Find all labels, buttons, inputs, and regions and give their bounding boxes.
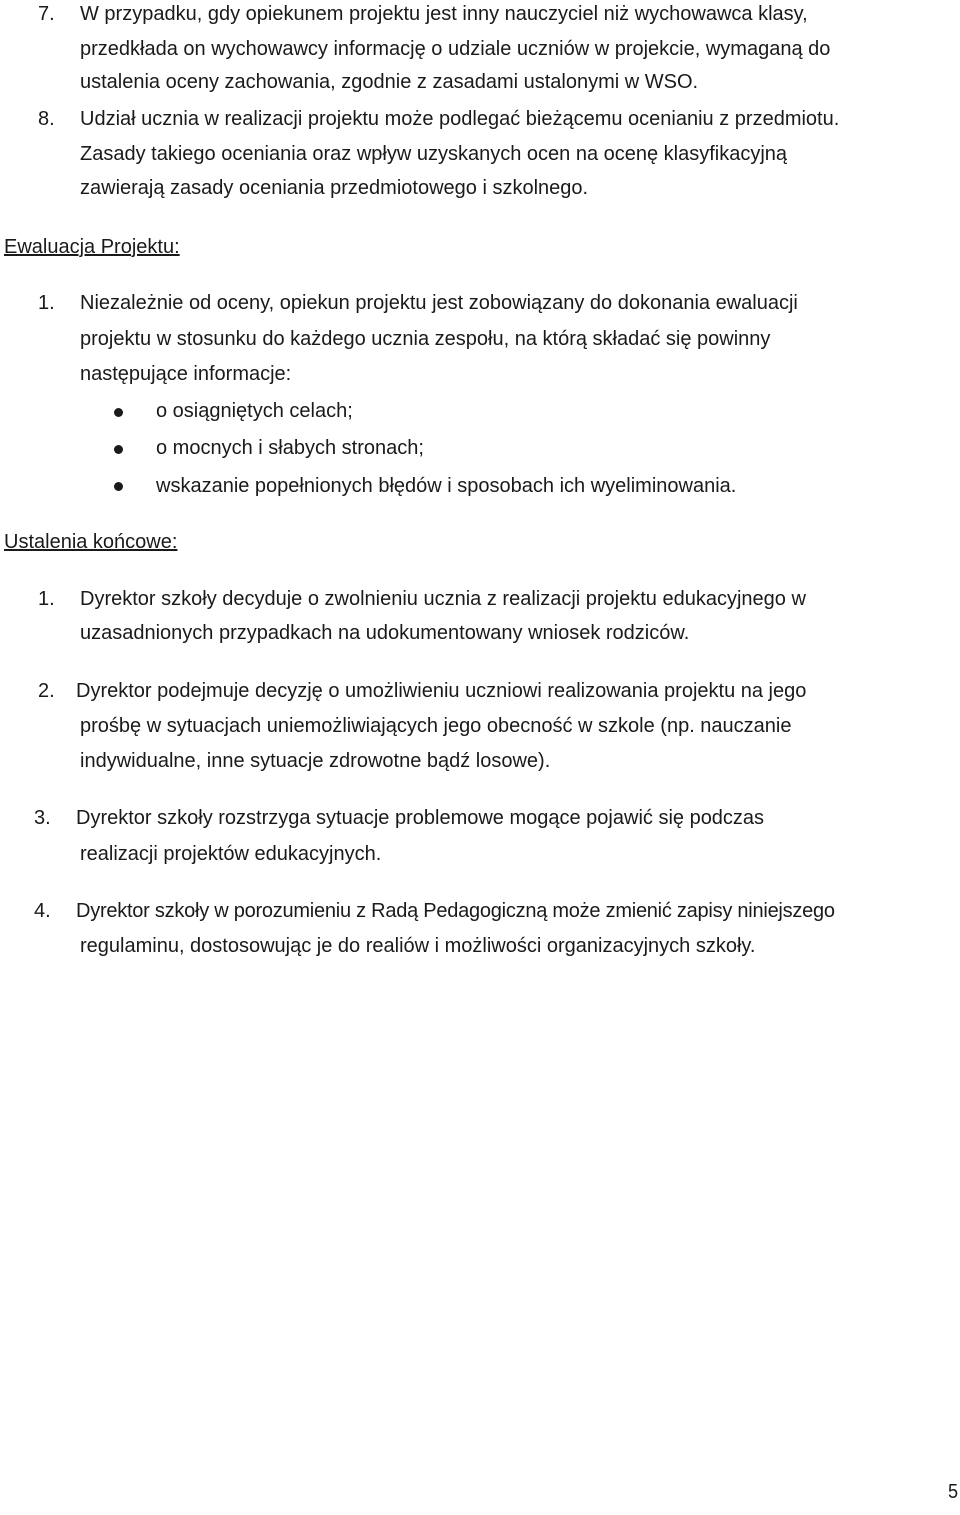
paragraph-line: zawierają zasady oceniania przedmiotowego i szkolnego. xyxy=(80,177,589,199)
paragraph-line: Dyrektor szkoły w porozumieniu z Radą Pedagogiczną może zmienić zapisy niniejszego xyxy=(76,900,835,922)
list-number: 3. xyxy=(34,807,51,829)
section-heading-ewaluacja: Ewaluacja Projektu: xyxy=(4,236,180,258)
list-number: 8. xyxy=(38,108,55,130)
list-number: 2. xyxy=(38,680,55,702)
paragraph-line: ustalenia oceny zachowania, zgodnie z zasadami ustalonymi w WSO. xyxy=(80,71,699,93)
paragraph-line: Dyrektor szkoły decyduje o zwolnieniu ucznia z realizacji projektu edukacyjnego w xyxy=(80,588,806,610)
list-number: 1. xyxy=(38,588,55,610)
paragraph-line: Dyrektor szkoły rozstrzyga sytuacje problemowe mogące pojawić się podczas xyxy=(76,807,765,829)
bullet-text: o osiągniętych celach; xyxy=(156,400,353,422)
bullet-text: wskazanie popełnionych błędów i sposobach ich wyeliminowania. xyxy=(156,475,737,497)
paragraph-line: regulaminu, dostosowując je do realiów i możliwości organizacyjnych szkoły. xyxy=(80,935,756,957)
paragraph-line: Niezależnie od oceny, opiekun projektu jest zobowiązany do dokonania ewaluacji xyxy=(80,292,798,314)
paragraph-line: uzasadnionych przypadkach na udokumentowany wniosek rodziców. xyxy=(80,622,690,644)
paragraph-line: Zasady takiego oceniania oraz wpływ uzyskanych ocen na ocenę klasyfikacyjną xyxy=(80,143,788,165)
paragraph-line: projektu w stosunku do każdego ucznia zespołu, na którą składać się powinny xyxy=(80,328,771,350)
paragraph-line: Udział ucznia w realizacji projektu może podlegać bieżącemu ocenianiu z przedmiotu. xyxy=(80,108,840,130)
paragraph-line: prośbę w sytuacjach uniemożliwiających jego obecność w szkole (np. nauczanie xyxy=(80,715,792,737)
bullet-icon xyxy=(114,445,123,454)
page-number: 5 xyxy=(948,1481,959,1503)
paragraph-line: indywidualne, inne sytuacje zdrowotne bądź losowe). xyxy=(80,750,551,772)
paragraph-line: W przypadku, gdy opiekunem projektu jest inny nauczyciel niż wychowawca klasy, xyxy=(80,3,808,25)
section-heading-ustalenia: Ustalenia końcowe: xyxy=(4,531,178,553)
list-number: 4. xyxy=(34,900,51,922)
paragraph-line: następujące informacje: xyxy=(80,363,292,385)
paragraph-line: Dyrektor podejmuje decyzję o umożliwieniu uczniowi realizowania projektu na jego xyxy=(76,680,807,702)
paragraph-line: przedkłada on wychowawcy informację o udziale uczniów w projekcie, wymaganą do xyxy=(80,38,831,60)
bullet-text: o mocnych i słabych stronach; xyxy=(156,437,424,459)
bullet-icon xyxy=(114,482,123,491)
list-number: 7. xyxy=(38,3,55,25)
paragraph-line: realizacji projektów edukacyjnych. xyxy=(80,843,382,865)
list-number: 1. xyxy=(38,292,55,314)
bullet-icon xyxy=(114,408,123,417)
